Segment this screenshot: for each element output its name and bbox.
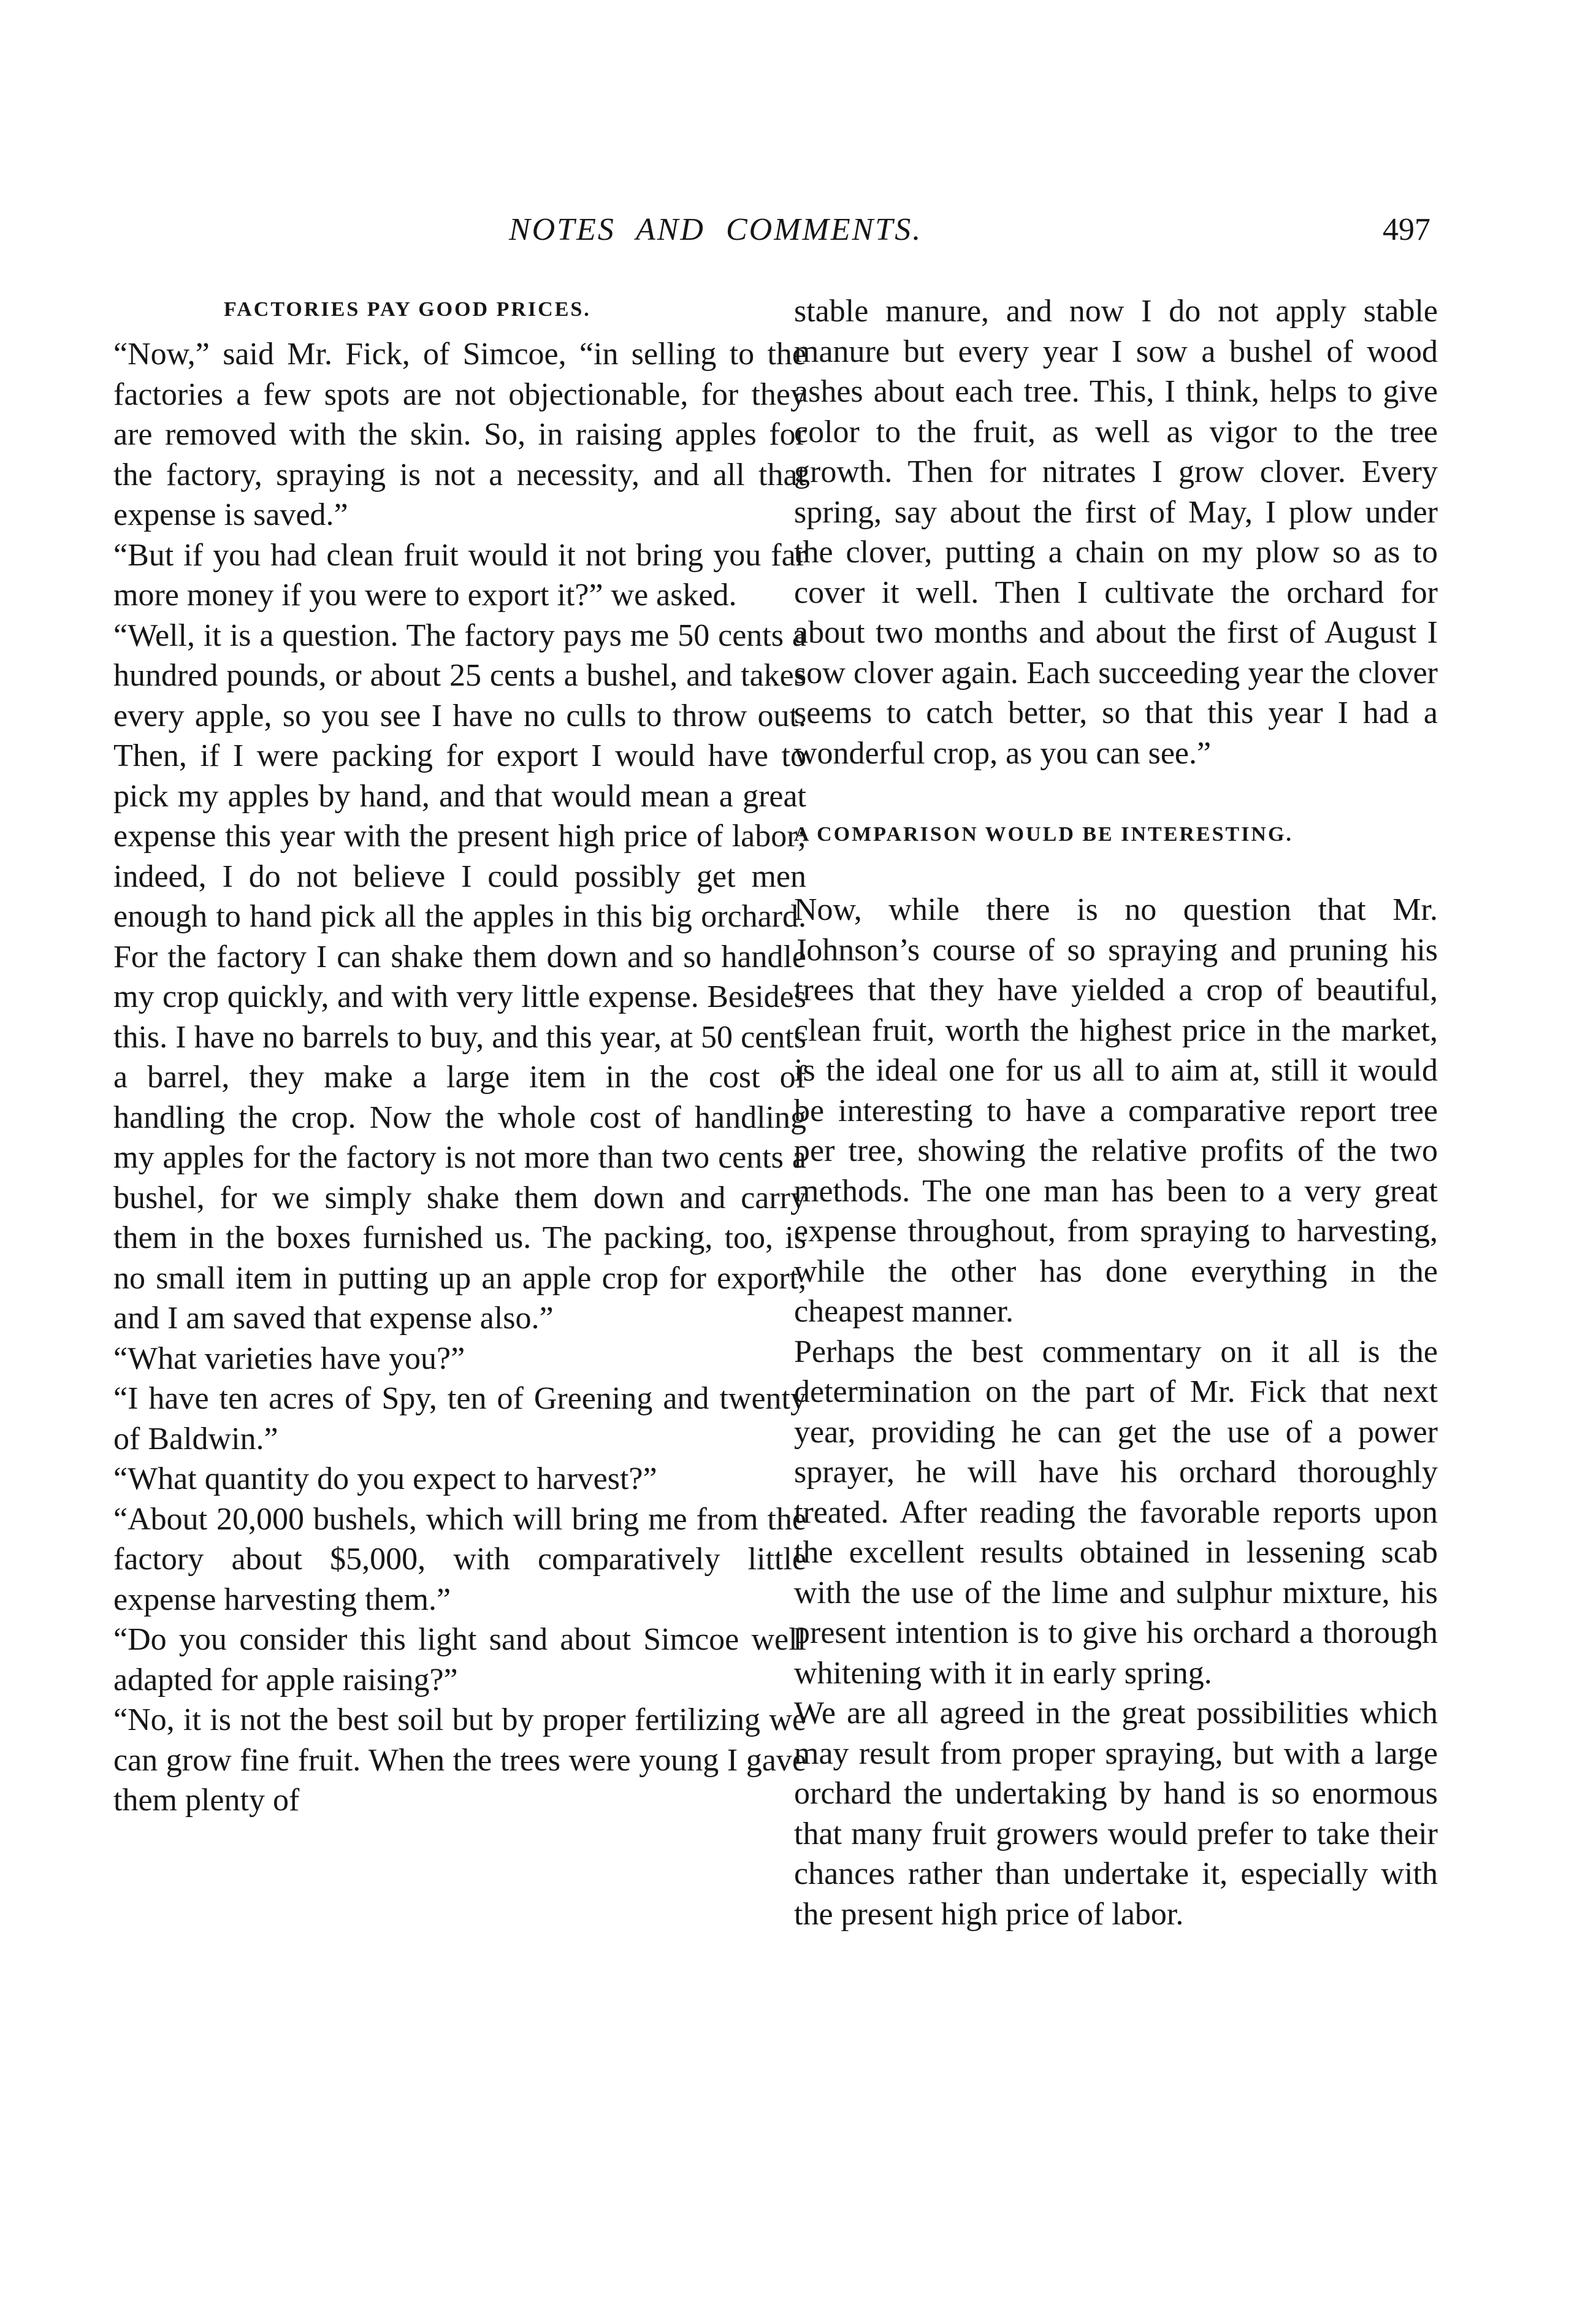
- paragraph: “But if you had clean fruit would it not bring you far more money if you were to export it?” we asked.: [113, 537, 806, 613]
- paragraph: “No, it is not the best soil but by proper fertilizing we can grow fine fruit. When the trees were young I gave them plenty of: [113, 1702, 806, 1818]
- paragraph: “What varieties have you?”: [113, 1341, 465, 1376]
- paragraph: “Do you consider this light sand about Simcoe well adapted for apple raising?”: [113, 1622, 806, 1697]
- right-column: [794, 291, 1438, 1934]
- page-number: 497: [1383, 212, 1430, 247]
- section-heading-factories: FACTORIES PAY GOOD PRICES.: [224, 298, 591, 321]
- paragraph: stable manure, and now I do not apply stable manure but every year I sow a bushel of wood ashes about each tree. This, I think, helps to give color to the fruit, as well as vigor to the tree growth. Then for nitrates I grow clover. Every spring, say about the first of May, I plow under the clover, putting a chain on my plow so as to cover it well. Then I cultivate the orchard for about two months and about the first of August I sow clover again. Each succeeding year the clover seems to catch better, so that this year I had a wonderful crop, as you can see.”: [794, 294, 1438, 771]
- paragraph: Now, while there is no question that Mr. Johnson’s course of so spraying and pruning his trees that they have yielded a crop of beautiful, clean fruit, worth the highest price in the market, is the ideal one for us all to aim at, still it would be interesting to have a comparative report tree per tree, showing the relative profits of the two methods. The one man has been to a very great expense throughout, from spraying to harvesting, while the other has done everything in the cheapest manner.: [794, 892, 1438, 1329]
- paragraph: “Now,” said Mr. Fick, of Simcoe, “in selling to the factories a few spots are not objectionable, for they are removed with the skin. So, in raising apples for the factory, spraying is not a necessity, and all that expense is saved.”: [113, 337, 806, 532]
- page-header: [0, 212, 1596, 261]
- paragraph: “I have ten acres of Spy, ten of Greening and twenty of Baldwin.”: [113, 1381, 806, 1456]
- paragraph: “Well, it is a question. The factory pays me 50 cents a hundred pounds, or about 25 cents a bushel, and takes every apple, so you see I have no culls to throw out. Then, if I were packing for export I would have to pick my apples by hand, and that would mean a great expense this year with the present high price of labor; indeed, I do not believe I could possibly get men enough to hand pick all the apples in this big orchard. For the factory I can shake them down and so handle my crop quickly, and with very little expense. Besides this. I have no barrels to buy, and this year, at 50 cents a barrel, they make a large item in the cost of handling the crop. Now the whole cost of handling my apples for the factory is not more than two cents a bushel, for we simply shake them down and carry them in the boxes furnished us. The packing, too, is no small item in putting up an apple crop for export, and I am saved that expense also.”: [113, 618, 806, 1336]
- section-heading-comparison: A COMPARISON WOULD BE INTERESTING.: [794, 823, 1293, 846]
- running-title: NOTES AND COMMENTS.: [509, 212, 923, 247]
- paragraph: We are all agreed in the great possibilities which may result from proper spraying, but with a large orchard the undertaking by hand is so enormous that many fruit growers would prefer to take their chances rather than undertake it, especially with the present high price of labor.: [794, 1696, 1438, 1932]
- paragraph: Perhaps the best commentary on it all is the determination on the part of Mr. Fick that next year, providing he can get the use of a power sprayer, he will have his orchard thoroughly treated. After reading the favorable reports upon the excellent results obtained in lessening scab with the use of the lime and sulphur mixture, his present intention is to give his orchard a thorough whitening with it in early spring.: [794, 1334, 1438, 1691]
- paragraph: “What quantity do you expect to harvest?”: [113, 1461, 657, 1496]
- paragraph: “About 20,000 bushels, which will bring me from the factory about $5,000, with comparatively little expense harvesting them.”: [113, 1501, 806, 1617]
- left-column: [113, 291, 806, 1821]
